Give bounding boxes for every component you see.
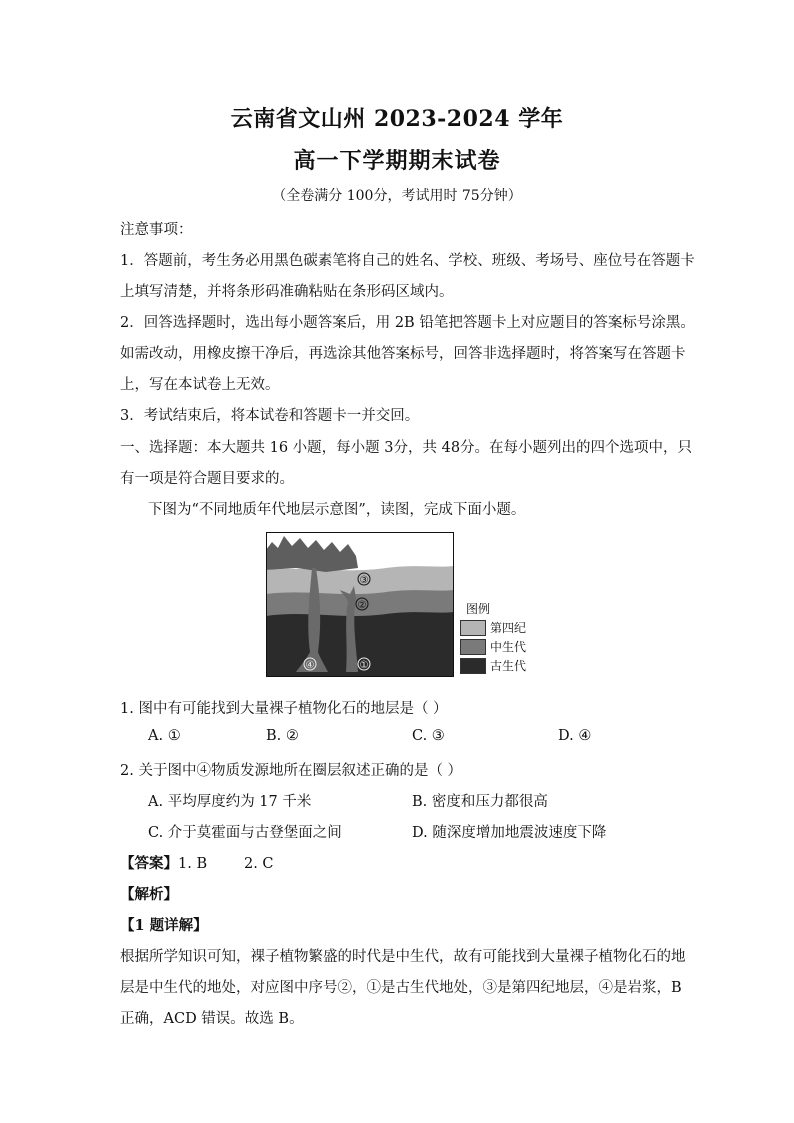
stratum-label-3: ③	[359, 575, 369, 586]
notes-line-1: 1．答题前，考生务必用黑色碳素笔将自己的姓名、学校、班级、考场号、座位号在答题卡	[120, 253, 695, 269]
question-1-option-d: D. ④	[558, 728, 592, 744]
notes-line-4: 如需改动，用橡皮擦干净后，再选涂其他答案标号，回答非选择题时，将答案写在答题卡	[120, 346, 686, 362]
legend-label-paleozoic: 古生代	[490, 659, 527, 673]
strata-diagram	[266, 532, 454, 677]
analysis-line-3: 正确，ACD 错误。故选 B。	[120, 1011, 304, 1027]
legend-title: 图例	[466, 602, 491, 616]
stratum-label-2: ②	[357, 600, 367, 611]
notes-line-5: 上，写在本试卷上无效。	[120, 377, 280, 393]
question-2-option-b: B. 密度和压力都很高	[412, 794, 548, 810]
notes-heading: 注意事项：	[120, 222, 193, 238]
question-1-option-c: C. ③	[412, 728, 445, 744]
notes-line-6: 3．考试结束后，将本试卷和答题卡一并交回。	[120, 408, 420, 424]
question-1-option-a: A. ①	[148, 728, 181, 744]
exam-title-line1: 云南省文山州 2023-2024 学年	[230, 106, 564, 132]
notes-line-3: 2．回答选择题时，选出每小题答案后，用 2B 铅笔把答题卡上对应题目的答案标号涂黑。	[120, 315, 695, 331]
question-2-stem: 2. 关于图中④物质发源地所在圈层叙述正确的是（ ）	[120, 763, 463, 779]
answer-line	[120, 852, 680, 873]
section-heading-line2: 有一项是符合题目要求的。	[120, 471, 294, 487]
legend-label-mesozoic: 中生代	[490, 640, 527, 654]
figure-intro: 下图为“不同地质年代地层示意图”，读图，完成下面小题。	[148, 502, 526, 518]
analysis-line-1: 根据所学知识可知，裸子植物繁盛的时代是中生代，故有可能找到大量裸子植物化石的地	[120, 949, 686, 965]
question-2-option-a: A. 平均厚度约为 17 千米	[148, 794, 312, 810]
question-1-stem: 1. 图中有可能找到大量裸子植物化石的地层是（ ）	[120, 701, 448, 717]
answer-label: 【答案】	[120, 855, 178, 872]
analysis-label: 【解析】	[120, 886, 178, 903]
answer-value: 1. B 2. C	[178, 856, 274, 872]
exam-subtitle: （全卷满分 100分，考试用时 75分钟）	[272, 188, 522, 204]
stratum-label-1: ①	[359, 660, 369, 671]
notes-line-2: 上填写清楚，并将条形码准确粘贴在条形码区域内。	[120, 284, 454, 300]
section-heading-line1: 一、选择题：本大题共 16 小题，每小题 3分，共 48分。在每小题列出的四个选项中，只	[120, 440, 693, 456]
legend-swatch-mesozoic	[460, 639, 486, 655]
analysis-line-2: 层是中生代的地处，对应图中序号②，①是古生代地处，③是第四纪地层，④是岩浆，B	[120, 980, 682, 996]
stratum-label-4: ④	[305, 660, 315, 671]
question-2-option-c: C. 介于莫霍面与古登堡面之间	[148, 825, 342, 841]
question-2-option-d: D. 随深度增加地震波速度下降	[412, 825, 607, 841]
legend-swatch-quaternary	[460, 620, 486, 636]
analysis-q1-label: 【1 题详解】	[120, 917, 208, 934]
exam-title-line2: 高一下学期期末试卷	[293, 148, 501, 174]
legend-swatch-paleozoic	[460, 658, 486, 674]
question-1-option-b: B. ②	[266, 728, 299, 744]
legend-label-quaternary: 第四纪	[490, 621, 527, 635]
